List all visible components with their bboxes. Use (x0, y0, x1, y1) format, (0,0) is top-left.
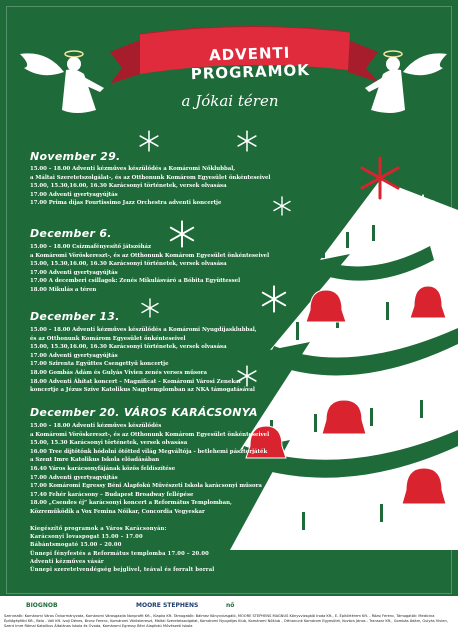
angel-icon (365, 40, 453, 120)
program-line: 16.00 Tree dijtőtőnk hódolni őtőtted világ Megváltója - betlehemi pásztorjáték (30, 448, 268, 455)
program-line: 18.00 „Csendes éj” karácsonyi koncert a Református Templomban, (30, 500, 232, 507)
program-line: 17.00 Adventi gyertyagyújtás (30, 269, 118, 276)
program-line: 15.00, 15.30,16.00, 16.30 Karácsonyi történetek, versek olvasása (30, 261, 227, 268)
snowflake-icon (236, 130, 258, 152)
sponsor-logo: nő (226, 602, 235, 609)
program-line: 18.00 Gombás Ádám és Gulyás Vivien zenés verses műsora (30, 369, 207, 376)
snowflake-icon (138, 130, 160, 152)
program-line: 18.00 Adventi Áhítat koncert – Magnificat – Komáromi Városi Zenekar (30, 378, 242, 385)
program-line: 17.00 Adventi gyertyagyújtás (30, 474, 118, 481)
program-line: 17.00 Prima díjas Fourtissimo Jazz Orchestra adventi koncertje (30, 200, 222, 207)
program-line: 17.00 Adventi gyertyagyújtás (30, 191, 118, 198)
sponsor-bar (0, 596, 458, 640)
snowflake-icon (140, 298, 160, 318)
program-line: 17.00 Adventi gyertyagyújtás (30, 352, 118, 359)
program-line: a Szent Imre Katolikus Iskola előadásában (30, 457, 160, 464)
day-program-list (30, 243, 330, 295)
day-program-list (30, 326, 330, 395)
program-line: 15.00 – 18.00 Csízmafényesítő játszóház (30, 244, 152, 250)
program-line: koncertje a Jézus Szíve Katolikus Nagytemplomban az NKA támogatásával (30, 387, 255, 394)
program-line: és az Otthonunk Komárom Egyesület önkénteseivel (30, 335, 186, 342)
day-heading: December 13. (30, 310, 120, 323)
extra-program-line: Ünnepi szeretetvendégség bejglivel, teával és forralt borral (30, 567, 215, 574)
program-line: 15.00, 15.30,16.00, 16.30 Karácsonyi történetek, versek olvasása (30, 183, 227, 190)
extra-programs-heading: Kiegészítő programok a Város Karácsonyán: (30, 526, 167, 532)
sponsor-logo: BIOGNOB (26, 602, 58, 609)
extra-program-line: Adventi kézműves vásár (30, 558, 104, 565)
program-line: 17.00 Szirenta Együttes Csengettyű koncertje (30, 361, 169, 368)
extra-program-line: Ünnepi fényfestés a Református templomba 17.00 – 20.00 (30, 550, 209, 557)
program-line: Közreműködik a Vox Femina Nőikar, Concordia Vegyeskar (30, 508, 205, 515)
program-line: 15.00, 15.30 Karácsonyi történetek, versek olvasása (30, 440, 188, 447)
program-line: 17.00 A decemberi csillagok: Zenés Mikulásváró a Bóbita Együttessel (30, 278, 241, 285)
program-line: 16.40 Város karácsonyfájának közös feldíszítése (30, 465, 176, 472)
page-title: ADVENTI PROGRAMOK (190, 43, 311, 84)
day-program-list (30, 422, 330, 517)
program-line: 18.00 Mikulás a téren (30, 286, 97, 293)
program-line: 15.00, 15.30,16.00, 16.30 Karácsonyi történetek, versek olvasása (30, 344, 227, 351)
program-line: a Máltai Szeretetszolgálat-, és az Otthonunk Komárom Egyesület önkénteseivel (30, 174, 271, 181)
program-line: 15.00 – 18.00 Adventi kézműves készülődés a Komáromi Nőklubbal, (30, 166, 236, 172)
program-line: 15.00 – 18.00 Adventi kézműves készülődés (30, 423, 162, 429)
day-heading: December 20. VÁROS KARÁCSONYA (30, 406, 258, 419)
program-line: 17.40 Fehér karácsony – Budapest Broadway fellépése (30, 491, 194, 498)
page-subtitle: a Jókai téren (181, 92, 279, 110)
day-heading: November 29. (30, 150, 121, 163)
extra-program-line: Karácsonyi lovaspogat 15.00 – 17.00 (30, 534, 143, 541)
day-heading: December 6. (30, 227, 112, 240)
program-line: 15.00 – 18.00 Adventi kézműves készülődés a Komáromi Nyugdíjasklubbal, (30, 327, 257, 333)
angel-icon (12, 40, 107, 120)
program-line: a Komáromi Vöröskereszt-, és az Otthonunk Komárom Egyesület önkénteseivel (30, 431, 270, 438)
program-line: a Komáromi Vöröskereszt-, és az Otthonunk Komárom Egyesület önkénteseivel (30, 252, 270, 259)
sponsor-logo: MOORE STEPHENS (136, 602, 199, 609)
program-line: 17.00 Komáromi Egressy Béni Alapfokú Művészeti Iskola karácsonyi műsora (30, 483, 262, 490)
extra-program-line: Bábántsmogató 15.00 – 20.00 (30, 542, 122, 549)
sponsor-logos (6, 598, 306, 614)
day-program-list (30, 165, 330, 208)
sponsor-text: Szervezők: Komáromi Város Önkormányzata, Komáromi Városgazda Nonprofit Kft., Klapka Kft. Támogatók: Bálmez Könyvvizsgáló, MOORE STEPHENS MAGNUS Könyvvizsgáló Iroda Kft., E- Építőrtérem Kft. - Rózsi Ferenc, Támogatók: Medicina Építőgépföld Kft., Belo - Váll Kft. Ivoji Dénes, Bronz Ferenc, Komáromi Vöröskereszt, Máltai Szeretetszolgálat, Komáromi Nyugdíjas Klub, Komáromi Nőklub - Otthonunk Komárom Egyesület, Kovács János - Transzar Kft., Gombás Ádám, Gulyás Vivien, Szent Imre Római Katolikus Általános Iskola és Óvoda, Komáromi Egressy Béni Alapfokú Művészeti Iskola (4, 614, 448, 629)
extra-programs (30, 525, 290, 574)
